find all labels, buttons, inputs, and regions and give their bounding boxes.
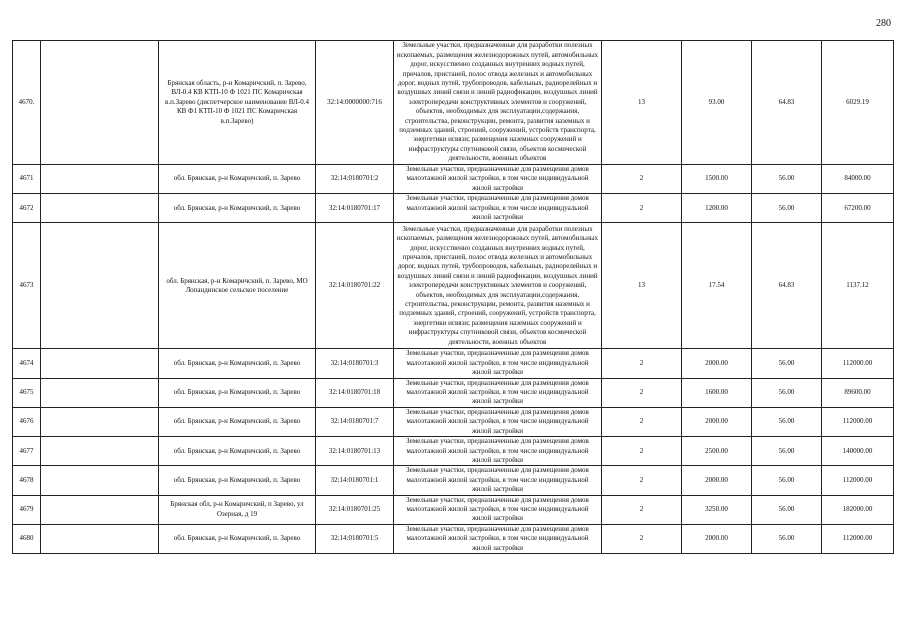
land-use-cell: Земельные участки, предназначенные для размещения домов малоэтажной жилой застройки, в том числе индивидуальной жилой застройки xyxy=(394,349,602,378)
cadastral-number-cell: 32:14:0180701:1 xyxy=(316,466,394,495)
cadastral-number-cell: 32:14:0000000:716 xyxy=(316,41,394,165)
group-code-cell: 2 xyxy=(602,466,682,495)
rate-cell: 56.00 xyxy=(752,437,822,466)
blank-cell xyxy=(41,223,159,349)
cadastral-value-cell: 140000.00 xyxy=(822,437,894,466)
rate-cell: 56.00 xyxy=(752,378,822,407)
cadastral-value-cell: 89600.00 xyxy=(822,378,894,407)
row-number-cell: 4676 xyxy=(13,407,41,436)
cadastral-number-cell: 32:14:0180701:2 xyxy=(316,165,394,194)
blank-cell xyxy=(41,194,159,223)
blank-cell xyxy=(41,349,159,378)
cadastral-number-cell: 32:14:0180701:22 xyxy=(316,223,394,349)
blank-cell xyxy=(41,407,159,436)
area-cell: 93.00 xyxy=(682,41,752,165)
table-row xyxy=(13,524,894,553)
group-code-cell: 2 xyxy=(602,378,682,407)
rate-cell: 64.83 xyxy=(752,223,822,349)
table-row xyxy=(13,407,894,436)
cadastral-value-cell: 84000.00 xyxy=(822,165,894,194)
address-cell: обл. Брянская, р-н Комаричский, п. Зарево xyxy=(159,437,316,466)
rate-cell: 64.83 xyxy=(752,41,822,165)
address-cell: Брянская область, р-н Комаричский, п. Зарево, ВЛ-0.4 КВ КТП-10 Ф 1021 ПС Комаричская в.п.Зарево (диспетчерское наименование ВЛ-0.4 КВ Ф1 КТП-10 Ф 1021 ПС Комаричская в.п.Зарево) xyxy=(159,41,316,165)
row-number-cell: 4674 xyxy=(13,349,41,378)
address-cell: Брянская обл, р-н Комаричский, п Зарево, ул Озерная, д 19 xyxy=(159,495,316,524)
area-cell: 17.54 xyxy=(682,223,752,349)
rate-cell: 56.00 xyxy=(752,194,822,223)
rate-cell: 56.00 xyxy=(752,165,822,194)
row-number-cell: 4679 xyxy=(13,495,41,524)
blank-cell xyxy=(41,524,159,553)
area-cell: 2000.00 xyxy=(682,466,752,495)
address-cell: обл. Брянская, р-н Комаричский, п. Зарево, МО Лопандинское сельское поселение xyxy=(159,223,316,349)
land-use-cell: Земельные участки, предназначенные для размещения домов малоэтажной жилой застройки, в том числе индивидуальной жилой застройки xyxy=(394,194,602,223)
area-cell: 1600.00 xyxy=(682,378,752,407)
rate-cell: 56.00 xyxy=(752,495,822,524)
blank-cell xyxy=(41,466,159,495)
land-use-cell: Земельные участки, предназначенные для разработки полезных ископаемых, размещения железнодорожных путей, автомобильных дорог, искусственно созданных внутренних водных путей, причалов, пристаней, полос отвода железных и автомобильных дорог, водных путей, трубопроводов, кабельных, радиорелейных и воздушных линий связи и линий радиофикации, воздушных линий электропередачи конструктивных элементов и сооружений, объектов, необходимых для эксплуатации,содержания, строительства, реконструкции, ремонта, развития наземных и подземных зданий, строений, сооружений, устройств транспорта, энергетики исвязи; размещения наземных сооружений и инфраструктуры спутниковой связи, объектов космической деятельности, военных объектов xyxy=(394,223,602,349)
rate-cell: 56.00 xyxy=(752,524,822,553)
address-cell: обл. Брянская, р-н Комаричский, п. Зарево xyxy=(159,524,316,553)
address-cell: обл. Брянская, р-н Комаричский, п. Зарево xyxy=(159,378,316,407)
area-cell: 2000.00 xyxy=(682,524,752,553)
address-cell: обл. Брянская, р-н Комаричский, п. Зарево xyxy=(159,466,316,495)
address-cell: обл. Брянская, р-н Комаричский, п. Зарево xyxy=(159,407,316,436)
rate-cell: 56.00 xyxy=(752,349,822,378)
group-code-cell: 2 xyxy=(602,407,682,436)
group-code-cell: 13 xyxy=(602,41,682,165)
row-number-cell: 4677 xyxy=(13,437,41,466)
table-row xyxy=(13,194,894,223)
group-code-cell: 2 xyxy=(602,437,682,466)
blank-cell xyxy=(41,437,159,466)
row-number-cell: 4671 xyxy=(13,165,41,194)
cadastral-number-cell: 32:14:0180701:7 xyxy=(316,407,394,436)
area-cell: 2000.00 xyxy=(682,407,752,436)
area-cell: 2500.00 xyxy=(682,437,752,466)
row-number-cell: 4670. xyxy=(13,41,41,165)
group-code-cell: 2 xyxy=(602,349,682,378)
table-row xyxy=(13,165,894,194)
group-code-cell: 2 xyxy=(602,524,682,553)
table-body xyxy=(13,41,894,554)
cadastral-value-cell: 182000.00 xyxy=(822,495,894,524)
address-cell: обл. Брянская, р-н Комаричский, п. Зарево xyxy=(159,349,316,378)
cadastral-number-cell: 32:14:0180701:18 xyxy=(316,378,394,407)
cadastral-value-cell: 112000.00 xyxy=(822,524,894,553)
land-use-cell: Земельные участки, предназначенные для размещения домов малоэтажной жилой застройки, в том числе индивидуальной жилой застройки xyxy=(394,524,602,553)
group-code-cell: 2 xyxy=(602,165,682,194)
land-use-cell: Земельные участки, предназначенные для разработки полезных ископаемых, размещения железнодорожных путей, автомобильных дорог, искусственно созданных внутренних водных путей, причалов, пристаней, полос отвода железных и автомобильных дорог, водных путей, трубопроводов, кабельных, радиорелейных и воздушных линий связи и линий радиофикации, воздушных линий электропередачи конструктивных элементов и сооружений, объектов, необходимых для эксплуатации,содержания, строительства, реконструкции, ремонта, развития наземных и подземных зданий, строений, сооружений, устройств транспорта, энергетики исвязи; размещения наземных сооружений и инфраструктуры спутниковой связи, объектов космической деятельности, военных объектов xyxy=(394,41,602,165)
table-row xyxy=(13,41,894,165)
table-row xyxy=(13,349,894,378)
cadastral-value-cell: 6029.19 xyxy=(822,41,894,165)
cadastral-number-cell: 32:14:0180701:25 xyxy=(316,495,394,524)
table-row xyxy=(13,495,894,524)
land-use-cell: Земельные участки, предназначенные для размещения домов малоэтажной жилой застройки, в том числе индивидуальной жилой застройки xyxy=(394,407,602,436)
rate-cell: 56.00 xyxy=(752,407,822,436)
table-row xyxy=(13,223,894,349)
cadastral-number-cell: 32:14:0180701:13 xyxy=(316,437,394,466)
address-cell: обл. Брянская, р-н Комаричский, п. Зарево xyxy=(159,194,316,223)
row-number-cell: 4673 xyxy=(13,223,41,349)
cadastral-value-cell: 1137.12 xyxy=(822,223,894,349)
cadastral-value-cell: 112000.00 xyxy=(822,407,894,436)
land-use-cell: Земельные участки, предназначенные для размещения домов малоэтажной жилой застройки, в том числе индивидуальной жилой застройки xyxy=(394,437,602,466)
row-number-cell: 4678 xyxy=(13,466,41,495)
row-number-cell: 4672 xyxy=(13,194,41,223)
area-cell: 1200.00 xyxy=(682,194,752,223)
land-registry-table xyxy=(12,40,894,554)
area-cell: 3250.00 xyxy=(682,495,752,524)
cadastral-number-cell: 32:14:0180701:3 xyxy=(316,349,394,378)
blank-cell xyxy=(41,165,159,194)
rate-cell: 56.00 xyxy=(752,466,822,495)
cadastral-number-cell: 32:14:0180701:5 xyxy=(316,524,394,553)
area-cell: 1500.00 xyxy=(682,165,752,194)
address-cell: обл. Брянская, р-н Комаричский, п. Зарево xyxy=(159,165,316,194)
row-number-cell: 4675 xyxy=(13,378,41,407)
cadastral-value-cell: 67200.00 xyxy=(822,194,894,223)
group-code-cell: 13 xyxy=(602,223,682,349)
cadastral-value-cell: 112000.00 xyxy=(822,466,894,495)
row-number-cell: 4680 xyxy=(13,524,41,553)
land-use-cell: Земельные участки, предназначенные для размещения домов малоэтажной жилой застройки, в том числе индивидуальной жилой застройки xyxy=(394,495,602,524)
page-number: 280 xyxy=(876,18,891,29)
land-use-cell: Земельные участки, предназначенные для размещения домов малоэтажной жилой застройки, в том числе индивидуальной жилой застройки xyxy=(394,466,602,495)
cadastral-number-cell: 32:14:0180701:17 xyxy=(316,194,394,223)
group-code-cell: 2 xyxy=(602,194,682,223)
blank-cell xyxy=(41,41,159,165)
group-code-cell: 2 xyxy=(602,495,682,524)
cadastral-value-cell: 112000.00 xyxy=(822,349,894,378)
land-use-cell: Земельные участки, предназначенные для размещения домов малоэтажной жилой застройки, в том числе индивидуальной жилой застройки xyxy=(394,378,602,407)
land-use-cell: Земельные участки, предназначенные для размещения домов малоэтажной жилой застройки, в том числе индивидуальной жилой застройки xyxy=(394,165,602,194)
area-cell: 2000.00 xyxy=(682,349,752,378)
table-row xyxy=(13,378,894,407)
table-row xyxy=(13,466,894,495)
blank-cell xyxy=(41,378,159,407)
blank-cell xyxy=(41,495,159,524)
table-row xyxy=(13,437,894,466)
